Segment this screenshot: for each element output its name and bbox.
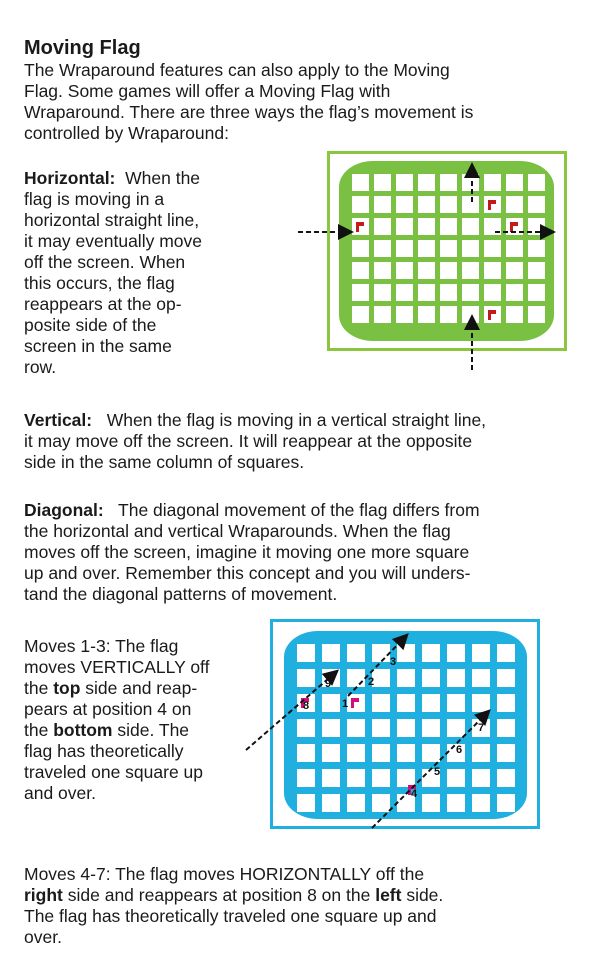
- wraparound-arrows: [280, 148, 580, 378]
- intro-line-1: The Wraparound features can also apply to the Moving: [24, 60, 450, 80]
- position-label-3: 3: [390, 656, 397, 668]
- vertical-line-3: side in the same column of squares.: [24, 452, 305, 472]
- vertical-label: Vertical:: [24, 410, 93, 430]
- moves47-line-4: over.: [24, 927, 62, 947]
- moves13-line-6: flag has theoretically: [24, 741, 184, 761]
- vertical-line-2: it may move off the screen. It will reappear at the opposite: [24, 431, 473, 451]
- intro-line-4: controlled by Wraparound:: [24, 123, 229, 143]
- horizontal-line-7: reappears at the op-: [24, 294, 182, 314]
- diagonal-line-4: up and over. Remember this concept and you will unders-: [24, 563, 471, 583]
- horizontal-line-2: flag is moving in a: [24, 189, 165, 209]
- moves13-line-4: pears at position 4 on: [24, 699, 192, 719]
- diagonal-path-8-9: [246, 672, 336, 750]
- horizontal-line-8: posite side of the: [24, 315, 157, 335]
- position-label-2: 2: [368, 676, 375, 688]
- moves13-text-5c: side. The: [112, 720, 190, 740]
- vertical-line-1: [24, 410, 486, 431]
- horizontal-label: Horizontal:: [24, 168, 116, 188]
- position-label-4: 4: [411, 788, 418, 800]
- moves13-emphasis-top: top: [53, 678, 81, 698]
- position-label-6: 6: [456, 744, 463, 756]
- horizontal-text-1: When the: [125, 168, 201, 188]
- moves47-line-3: The flag has theoretically traveled one square up and: [24, 906, 437, 926]
- diagonal-wraparound-figure: [240, 614, 570, 834]
- moves47-text-2d: side.: [401, 885, 444, 905]
- diagonal-path-1-3: [348, 636, 406, 696]
- page-title: Moving Flag: [24, 37, 141, 59]
- horizontal-line-3: horizontal straight line,: [24, 210, 200, 230]
- moves13-text-3a: the: [24, 678, 54, 698]
- diagonal-text-1: The diagonal movement of the flag differs from: [118, 500, 480, 520]
- position-label-8: 8: [303, 700, 310, 712]
- moves47-text-2b: side and reappears at position 8 on the: [62, 885, 376, 905]
- diagonal-line-2: the horizontal and vertical Wraparounds. When the flag: [24, 521, 451, 541]
- moves47-line-1: Moves 4-7: The flag moves HORIZONTALLY off the: [24, 864, 425, 884]
- diagonal-arrows: [240, 614, 570, 834]
- moves13-line-3: [24, 678, 197, 699]
- moves47-line-2: [24, 885, 443, 906]
- position-label-9: 9: [325, 678, 332, 690]
- horizontal-line-5: off the screen. When: [24, 252, 186, 272]
- position-label-7: 7: [478, 722, 485, 734]
- diagonal-line-3: moves off the screen, imagine it moving one more square: [24, 542, 470, 562]
- moves13-text-5a: the: [24, 720, 54, 740]
- moves13-line-8: and over.: [24, 783, 96, 803]
- moves13-line-2: moves VERTICALLY off: [24, 657, 210, 677]
- intro-line-3: Wraparound. There are three ways the flag’s movement is: [24, 102, 474, 122]
- horizontal-wraparound-figure: [280, 148, 580, 378]
- moves13-line-1: Moves 1-3: The flag: [24, 636, 179, 656]
- moves13-text-3c: side and reap-: [80, 678, 198, 698]
- moves13-line-7: traveled one square up: [24, 762, 204, 782]
- horizontal-line-6: this occurs, the flag: [24, 273, 175, 293]
- moves47-emphasis-left: left: [375, 885, 402, 905]
- moves47-emphasis-right: right: [24, 885, 63, 905]
- diagonal-label: Diagonal:: [24, 500, 104, 520]
- diagonal-line-1: [24, 500, 480, 521]
- horizontal-line-9: screen in the same: [24, 336, 172, 356]
- diagonal-path-4-7: [372, 712, 488, 828]
- horizontal-line-10: row.: [24, 357, 57, 377]
- position-label-5: 5: [434, 766, 441, 778]
- vertical-text-1: When the flag is moving in a vertical straight line,: [106, 410, 487, 430]
- horizontal-line-4: it may eventually move: [24, 231, 202, 251]
- moves13-emphasis-bottom: bottom: [53, 720, 113, 740]
- moves13-line-5: [24, 720, 189, 741]
- horizontal-line-1: [24, 168, 200, 189]
- intro-line-2: Flag. Some games will offer a Moving Flag with: [24, 81, 391, 101]
- position-label-1: 1: [342, 698, 349, 710]
- diagonal-line-5: tand the diagonal patterns of movement.: [24, 584, 338, 604]
